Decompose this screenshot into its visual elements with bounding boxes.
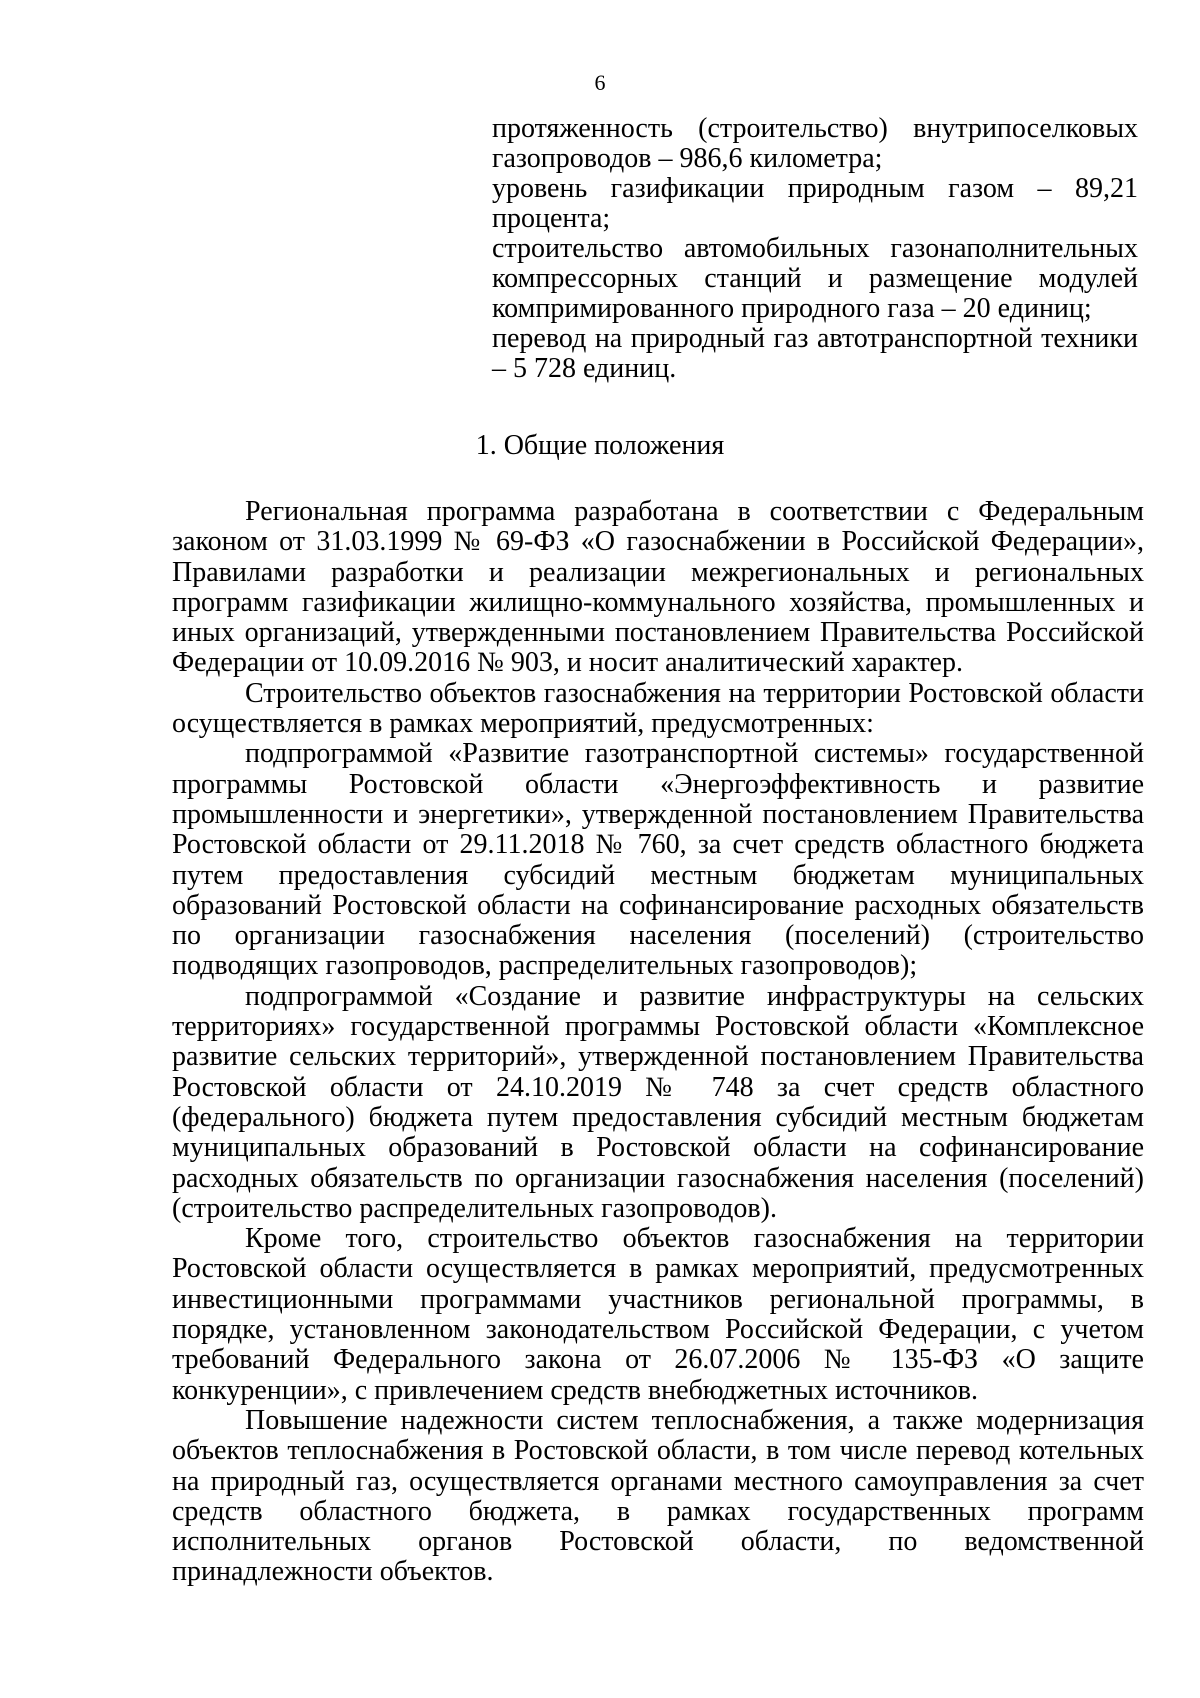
summary-item-compressor-stations: строительство автомобильных газонаполнительных компрессорных станций и размещение модулей компримированного природного газа – 20 единиц; (492, 233, 1138, 324)
summary-item-vehicle-conversion: перевод на природный газ автотранспортной техники – 5 728 единиц. (492, 323, 1138, 384)
paragraph-heat-supply: Повышение надежности систем теплоснабжения, а также модернизация объектов теплоснабжения в Ростовской области, в том числе перевод котельных на природный газ, осуществляется органами местного самоуправления за счет средств областного бюджета, в рамках государственных программ исполнительных органов Ростовской области, по ведомственной принадлежности объектов. (172, 1404, 1144, 1588)
summary-item-gasification-level: уровень газификации природным газом – 89,21 процента; (492, 173, 1138, 234)
summary-item-pipelines: протяженность (строительство) внутрипоселковых газопроводов – 986,6 километра; (492, 113, 1138, 174)
paragraph-legal-basis: Региональная программа разработана в соответствии с Федеральным законом от 31.03.1999 № 69-ФЗ «О газоснабжении в Российской Федерации», Правилами разработки и реализации межрегиональных и региональных программ газификации жилищно-коммунального хозяйства, промышленных и иных организаций, утвержденными постановлением Правительства Российской Федерации от 10.09.2016 № 903, и носит аналитический характер. (172, 496, 1144, 679)
indicators-summary (492, 114, 1138, 384)
paragraph-construction-intro: Строительство объектов газоснабжения на территории Ростовской области осуществляется в рамках мероприятий, предусмотренных: (172, 677, 1144, 740)
section-title: 1. Общие положения (475, 430, 725, 461)
paragraph-investment-programs: Кроме того, строительство объектов газоснабжения на территории Ростовской области осуществляется в рамках мероприятий, предусмотренных инвестиционными программами участников региональной программы, в порядке, установленном законодательством Российской Федерации, с учетом требований Федерального закона от 26.07.2006 № 135-ФЗ «О защите конкуренции», с привлечением средств внебюджетных источников. (172, 1223, 1144, 1406)
page-number: 6 (594, 70, 606, 95)
paragraph-subprogram-gas-transport: подпрограммой «Развитие газотранспортной системы» государственной программы Ростовской области «Энергоэффективность и развитие промышленности и энергетики», утвержденной постановлением Правительства Ростовской области от 29.11.2018 № 760, за счет средств областного бюджета путем предоставления субсидий местным бюджетам муниципальных образований Ростовской области на софинансирование расходных обязательств по организации газоснабжения населения (поселений) (строительство подводящих газопроводов, распределительных газопроводов); (172, 738, 1144, 982)
paragraph-subprogram-rural: подпрограммой «Создание и развитие инфраструктуры на сельских территориях» государственной программы Ростовской области «Комплексное развитие сельских территорий», утвержденной постановлением Правительства Ростовской области от 24.10.2019 № 748 за счет средств областного (федерального) бюджета путем предоставления субсидий местным бюджетам муниципальных образований в Ростовской области на софинансирование расходных обязательств по организации газоснабжения населения (поселений) (строительство распределительных газопроводов). (172, 980, 1144, 1224)
section-body (172, 497, 1144, 1588)
